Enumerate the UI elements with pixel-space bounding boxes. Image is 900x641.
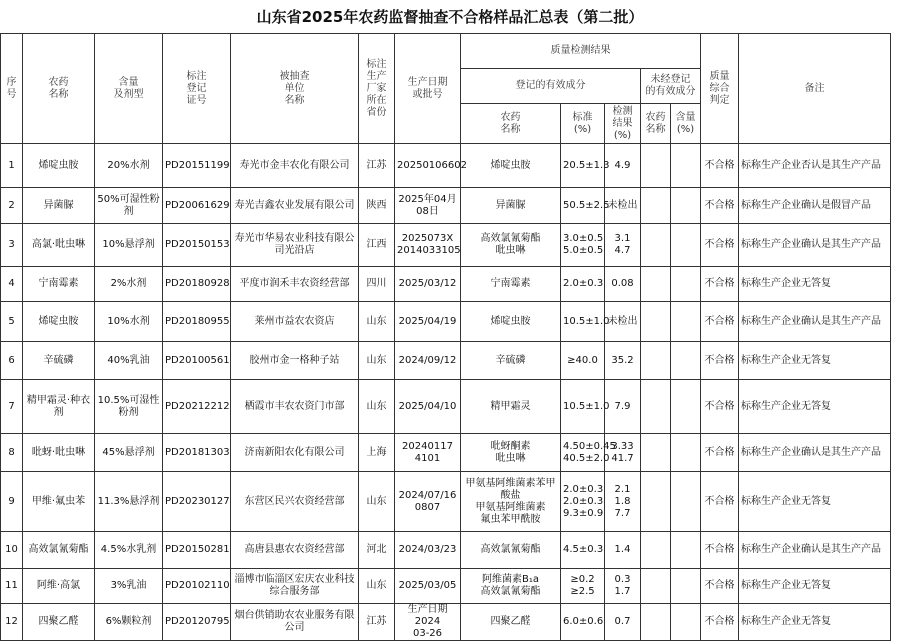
row-sampled-unit: 济南新阳农化有限公司 [231, 434, 359, 472]
row-sampled-unit: 寿光市金丰农化有限公司 [231, 144, 359, 188]
row-verdict: 不合格 [701, 472, 739, 532]
row-name: 高氯·吡虫啉 [23, 224, 95, 267]
row-unreg-name [641, 302, 671, 342]
row-form: 10%水剂 [95, 302, 163, 342]
row-seq: 7 [1, 380, 23, 434]
row-province: 上海 [359, 434, 395, 472]
row-remark: 标称生产企业无答复 [739, 604, 891, 641]
row-unreg-content [671, 144, 701, 188]
row-province: 山东 [359, 380, 395, 434]
header-date-batch: 生产日期 或批号 [395, 34, 461, 144]
row-verdict: 不合格 [701, 188, 739, 224]
row-measured: 2.1 1.8 7.7 [605, 472, 641, 532]
row-remark: 标称生产企业无答复 [739, 472, 891, 532]
row-seq: 9 [1, 472, 23, 532]
table-row [1, 472, 891, 532]
row-verdict: 不合格 [701, 434, 739, 472]
row-unreg-content [671, 532, 701, 569]
row-date-batch: 2025/03/05 [395, 569, 461, 604]
row-form: 10.5%可湿性粉剂 [95, 380, 163, 434]
row-unreg-content [671, 188, 701, 224]
row-sampled-unit: 栖霞市丰农农资门市部 [231, 380, 359, 434]
row-standard: 10.5±1.0 [561, 380, 605, 434]
row-reg-no: PD20100561 [163, 342, 231, 380]
row-sampled-unit: 淄博市临淄区宏庆农业科技综合服务部 [231, 569, 359, 604]
table-row [1, 380, 891, 434]
row-verdict: 不合格 [701, 380, 739, 434]
row-verdict: 不合格 [701, 342, 739, 380]
row-standard: 4.5±0.3 [561, 532, 605, 569]
row-date-batch: 2025/04/10 [395, 380, 461, 434]
header-unreg-name: 农药 名称 [641, 104, 671, 144]
header-verdict: 质量 综合 判定 [701, 34, 739, 144]
header-pesticide-name: 农药 名称 [461, 104, 561, 144]
row-province: 山东 [359, 342, 395, 380]
row-province: 江苏 [359, 604, 395, 641]
header-results-group: 质量检测结果 [461, 34, 701, 69]
row-reg-no: PD20061629 [163, 188, 231, 224]
row-name: 异菌脲 [23, 188, 95, 224]
row-form: 6%颗粒剂 [95, 604, 163, 641]
row-date-batch: 2024/07/16 0807 [395, 472, 461, 532]
row-remark: 标称生产企业确认是其生产产品 [739, 434, 891, 472]
row-form: 10%悬浮剂 [95, 224, 163, 267]
table-row [1, 302, 891, 342]
row-reg-no: PD20212212 [163, 380, 231, 434]
row-province: 四川 [359, 267, 395, 302]
row-seq: 8 [1, 434, 23, 472]
header-standard: 标准 (%) [561, 104, 605, 144]
row-remark: 标称生产企业无答复 [739, 267, 891, 302]
row-date-batch: 20240117 4101 [395, 434, 461, 472]
row-verdict: 不合格 [701, 569, 739, 604]
header-content-form: 含量 及剂型 [95, 34, 163, 144]
table-row [1, 434, 891, 472]
header-remarks: 备注 [739, 34, 891, 144]
row-active-ingredient: 甲氨基阿维菌素苯甲酸盐 甲氨基阿维菌素 氟虫苯甲酰胺 [461, 472, 561, 532]
row-standard: 10.5±1.0 [561, 302, 605, 342]
row-unreg-content [671, 569, 701, 604]
row-verdict: 不合格 [701, 144, 739, 188]
row-unreg-content [671, 434, 701, 472]
row-unreg-content [671, 380, 701, 434]
row-form: 45%悬浮剂 [95, 434, 163, 472]
row-verdict: 不合格 [701, 267, 739, 302]
row-measured: 35.2 [605, 342, 641, 380]
row-reg-no: PD20230127 [163, 472, 231, 532]
row-remark: 标称生产企业确认是其生产产品 [739, 532, 891, 569]
row-active-ingredient: 烯啶虫胺 [461, 144, 561, 188]
row-measured: 3.33 41.7 [605, 434, 641, 472]
row-province: 河北 [359, 532, 395, 569]
row-standard: 2.0±0.3 2.0±0.3 9.3±0.9 [561, 472, 605, 532]
row-unreg-content [671, 302, 701, 342]
row-name: 吡蚜·吡虫啉 [23, 434, 95, 472]
row-unreg-name [641, 569, 671, 604]
row-verdict: 不合格 [701, 604, 739, 641]
row-reg-no: PD20102110 [163, 569, 231, 604]
row-standard: 20.5±1.3 [561, 144, 605, 188]
row-sampled-unit: 烟台供销助农农业服务有限公司 [231, 604, 359, 641]
row-unreg-name [641, 188, 671, 224]
row-remark: 标称生产企业无答复 [739, 569, 891, 604]
row-active-ingredient: 宁南霉素 [461, 267, 561, 302]
header-row-1 [1, 34, 891, 69]
row-unreg-content [671, 224, 701, 267]
table-row [1, 604, 891, 641]
row-seq: 3 [1, 224, 23, 267]
header-measured: 检测 结果 (%) [605, 104, 641, 144]
row-date-batch: 2025/04/19 [395, 302, 461, 342]
report-title: 山东省2025年农药监督抽查不合格样品汇总表（第二批） [256, 8, 644, 26]
row-remark: 标称生产企业无答复 [739, 380, 891, 434]
row-name: 高效氯氰菊酯 [23, 532, 95, 569]
row-seq: 1 [1, 144, 23, 188]
row-reg-no: PD20180955 [163, 302, 231, 342]
row-name: 烯啶虫胺 [23, 144, 95, 188]
header-sampled-unit: 被抽查 单位 名称 [231, 34, 359, 144]
row-unreg-name [641, 224, 671, 267]
row-date-batch: 2024/09/12 [395, 342, 461, 380]
row-unreg-name [641, 267, 671, 302]
row-measured: 3.1 4.7 [605, 224, 641, 267]
row-seq: 4 [1, 267, 23, 302]
row-unreg-name [641, 434, 671, 472]
header-reg-no: 标注 登记 证号 [163, 34, 231, 144]
row-unreg-name [641, 604, 671, 641]
table-row [1, 224, 891, 267]
row-date-batch: 2025073X 2014033105 [395, 224, 461, 267]
row-sampled-unit: 寿光吉鑫农业发展有限公司 [231, 188, 359, 224]
row-date-batch: 生产日期2024 03-26 [395, 604, 461, 641]
row-measured: 0.7 [605, 604, 641, 641]
row-verdict: 不合格 [701, 302, 739, 342]
row-remark: 标称生产企业确认是其生产产品 [739, 224, 891, 267]
row-form: 40%乳油 [95, 342, 163, 380]
row-form: 2%水剂 [95, 267, 163, 302]
row-name: 四聚乙醛 [23, 604, 95, 641]
row-sampled-unit: 莱州市益农农资店 [231, 302, 359, 342]
row-active-ingredient: 辛硫磷 [461, 342, 561, 380]
row-seq: 6 [1, 342, 23, 380]
table-row [1, 188, 891, 224]
row-seq: 2 [1, 188, 23, 224]
header-seq: 序号 [1, 34, 23, 144]
row-sampled-unit: 平度市润禾丰农资经营部 [231, 267, 359, 302]
row-unreg-name [641, 342, 671, 380]
row-sampled-unit: 寿光市华易农业科技有限公司光沿店 [231, 224, 359, 267]
row-remark: 标称生产企业确认是其生产产品 [739, 302, 891, 342]
row-reg-no: PD20151199 [163, 144, 231, 188]
row-province: 山东 [359, 472, 395, 532]
row-standard: ≥40.0 [561, 342, 605, 380]
row-standard: ≥0.2 ≥2.5 [561, 569, 605, 604]
row-measured: 7.9 [605, 380, 641, 434]
row-unreg-name [641, 380, 671, 434]
table-row [1, 267, 891, 302]
table-row [1, 532, 891, 569]
row-seq: 11 [1, 569, 23, 604]
row-active-ingredient: 吡蚜酮素 吡虫啉 [461, 434, 561, 472]
row-unreg-content [671, 472, 701, 532]
results-table [0, 33, 891, 641]
row-unreg-content [671, 267, 701, 302]
row-seq: 12 [1, 604, 23, 641]
row-reg-no: PD20181303 [163, 434, 231, 472]
header-name: 农药 名称 [23, 34, 95, 144]
table-row [1, 144, 891, 188]
row-seq: 5 [1, 302, 23, 342]
row-sampled-unit: 胶州市金一格种子站 [231, 342, 359, 380]
row-active-ingredient: 高效氯氰菊酯 吡虫啉 [461, 224, 561, 267]
row-remark: 标称生产企业确认是假冒产品 [739, 188, 891, 224]
row-sampled-unit: 高唐县惠农农资经营部 [231, 532, 359, 569]
row-standard: 2.0±0.3 [561, 267, 605, 302]
row-active-ingredient: 阿维菌素B₁a 高效氯氰菊酯 [461, 569, 561, 604]
row-province: 陕西 [359, 188, 395, 224]
row-name: 宁南霉素 [23, 267, 95, 302]
row-date-batch: 2025/03/12 [395, 267, 461, 302]
row-measured: 未检出 [605, 302, 641, 342]
row-measured: 未检出 [605, 188, 641, 224]
row-unreg-content [671, 342, 701, 380]
row-standard: 4.50±0.45 40.5±2.0 [561, 434, 605, 472]
row-measured: 0.08 [605, 267, 641, 302]
row-form: 11.3%悬浮剂 [95, 472, 163, 532]
row-province: 山东 [359, 569, 395, 604]
row-province: 山东 [359, 302, 395, 342]
row-remark: 标称生产企业无答复 [739, 342, 891, 380]
row-active-ingredient: 异菌脲 [461, 188, 561, 224]
row-form: 4.5%水乳剂 [95, 532, 163, 569]
row-name: 阿维·高氯 [23, 569, 95, 604]
row-measured: 0.3 1.7 [605, 569, 641, 604]
row-province: 江西 [359, 224, 395, 267]
row-form: 3%乳油 [95, 569, 163, 604]
row-name: 辛硫磷 [23, 342, 95, 380]
table-row [1, 342, 891, 380]
row-form: 20%水剂 [95, 144, 163, 188]
row-name: 精甲霜灵·种衣剂 [23, 380, 95, 434]
row-standard: 3.0±0.5 5.0±0.5 [561, 224, 605, 267]
header-unregistered-group: 未经登记 的有效成分 [641, 69, 701, 104]
row-unreg-name [641, 472, 671, 532]
table-row [1, 569, 891, 604]
row-standard: 6.0±0.6 [561, 604, 605, 641]
row-province: 江苏 [359, 144, 395, 188]
row-form: 50%可湿性粉剂 [95, 188, 163, 224]
row-unreg-name [641, 532, 671, 569]
row-measured: 4.9 [605, 144, 641, 188]
row-date-batch: 20250106602 [395, 144, 461, 188]
header-province: 标注 生产 厂家 所在 省份 [359, 34, 395, 144]
row-name: 甲维·氟虫苯 [23, 472, 95, 532]
row-reg-no: PD20120795 [163, 604, 231, 641]
row-verdict: 不合格 [701, 224, 739, 267]
row-active-ingredient: 精甲霜灵 [461, 380, 561, 434]
row-active-ingredient: 高效氯氰菊酯 [461, 532, 561, 569]
row-reg-no: PD20180928 [163, 267, 231, 302]
row-active-ingredient: 四聚乙醛 [461, 604, 561, 641]
row-sampled-unit: 东营区民兴农资经营部 [231, 472, 359, 532]
row-reg-no: PD20150281 [163, 532, 231, 569]
header-registered-group: 登记的有效成分 [461, 69, 641, 104]
row-unreg-content [671, 604, 701, 641]
row-name: 烯啶虫胺 [23, 302, 95, 342]
header-unreg-content: 含量 (%) [671, 104, 701, 144]
row-verdict: 不合格 [701, 532, 739, 569]
row-reg-no: PD20150153 [163, 224, 231, 267]
row-active-ingredient: 烯啶虫胺 [461, 302, 561, 342]
row-date-batch: 2024/03/23 [395, 532, 461, 569]
row-remark: 标称生产企业否认是其生产产品 [739, 144, 891, 188]
row-measured: 1.4 [605, 532, 641, 569]
row-seq: 10 [1, 532, 23, 569]
row-standard: 50.5±2.5 [561, 188, 605, 224]
row-unreg-name [641, 144, 671, 188]
row-date-batch: 2025年04月08日 [395, 188, 461, 224]
